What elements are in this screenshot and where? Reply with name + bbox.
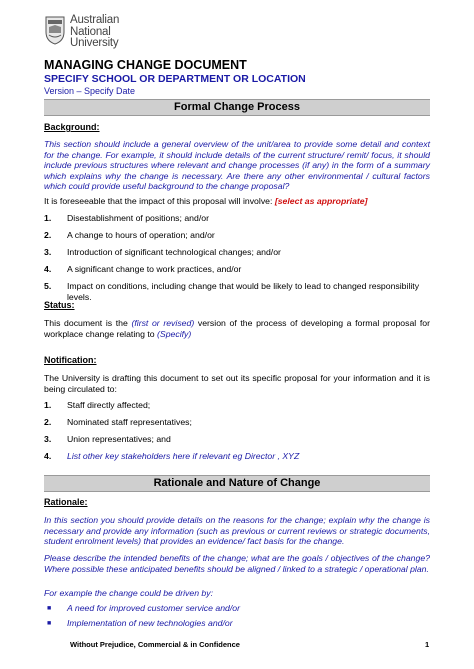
bullet-square-icon: ■	[47, 620, 52, 627]
notification-heading: Notification:	[44, 355, 97, 365]
rationale-text-1: In this section you should provide details on the reasons for the change; explain why the change is necessary and provide any information (such as previous or current reviews or strategic documents, student enrolment levels) that provides an evidence/ fact basis for the change.	[44, 515, 430, 547]
list-number: 4.	[44, 264, 52, 274]
list-text: A change to hours of operation; and/or	[67, 230, 215, 240]
anu-logo	[44, 15, 144, 51]
logo-line-3: University	[70, 37, 119, 49]
logo-line-2: National	[70, 25, 111, 38]
page-number: 1	[425, 640, 430, 649]
status-mid: version of the process of developing a formal proposal for workplace change relating to	[44, 318, 430, 339]
list-text: Introduction of significant technological changes; and/or	[67, 247, 281, 257]
status-pre: This document is the	[44, 318, 132, 328]
list-text: List other key stakeholders here if relevant eg Director , XYZ	[67, 451, 300, 461]
driver-item: A need for improved customer service and/or	[67, 603, 241, 613]
list-text: A significant change to work practices, and/or	[67, 264, 242, 274]
list-text: Union representatives; and	[67, 434, 171, 444]
driver-item: Implementation of new technologies and/or	[67, 618, 233, 628]
document-title: MANAGING CHANGE DOCUMENT	[44, 58, 247, 72]
notification-text: The University is drafting this document to set out its specific proposal for your information and it is being circulated to:	[44, 373, 430, 394]
logo-line-1: Australian	[70, 14, 120, 26]
section-header-formal-change: Formal Change Process	[44, 99, 430, 116]
list-number: 2.	[44, 417, 52, 427]
rationale-text-2: Please describe the intended benefits of the change; what are the goals / objectives of the change? Where possible these anticipated benefits should be aligned / linked to a strategic / operational plan.	[44, 553, 430, 574]
list-number: 2.	[44, 230, 52, 240]
background-text: This section should include a general overview of the unit/area to provide some detail and context for the change. For example, it should include details of the current structure/ remit/ focus, it should include previous structures where relevant and change processes (if any) in the form of a summary which explains why the change is necessary. Are there any other environmental / cultural factors which could provide useful background to the change proposal?	[44, 139, 430, 192]
university-crest-icon	[44, 15, 66, 45]
footer-text: Without Prejudice, Commercial & in Confidence	[70, 640, 240, 649]
rationale-heading: Rationale:	[44, 497, 88, 507]
impact-select-note: [select as appropriate]	[274, 196, 368, 206]
status-text	[44, 318, 430, 339]
document-subtitle: SPECIFY SCHOOL OR DEPARTMENT OR LOCATION	[44, 73, 306, 85]
status-specify: (Specify)	[157, 328, 192, 339]
list-text: Impact on conditions, including change that would be likely to lead to changed responsibility levels.	[67, 281, 420, 302]
list-number: 1.	[44, 213, 52, 223]
list-text: Nominated staff representatives;	[67, 417, 192, 427]
list-number: 1.	[44, 400, 52, 410]
status-heading: Status:	[44, 300, 75, 310]
list-number: 4.	[44, 451, 52, 461]
section-header-rationale: Rationale and Nature of Change	[44, 475, 430, 492]
document-version: Version – Specify Date	[44, 86, 136, 96]
impact-intro-text: It is foreseeable that the impact of this proposal will involve:	[44, 196, 275, 206]
list-text: Staff directly affected;	[67, 400, 151, 410]
list-text: Disestablishment of positions; and/or	[67, 213, 209, 223]
status-version: (first or revised)	[131, 318, 195, 328]
logo-wordmark	[70, 15, 119, 50]
rationale-text-3: For example the change could be driven by:	[44, 588, 214, 598]
bullet-square-icon: ■	[47, 605, 52, 612]
list-number: 3.	[44, 434, 52, 444]
background-heading: Background:	[44, 122, 100, 132]
list-number: 3.	[44, 247, 52, 257]
list-number: 5.	[44, 281, 52, 291]
impact-intro	[44, 196, 430, 207]
